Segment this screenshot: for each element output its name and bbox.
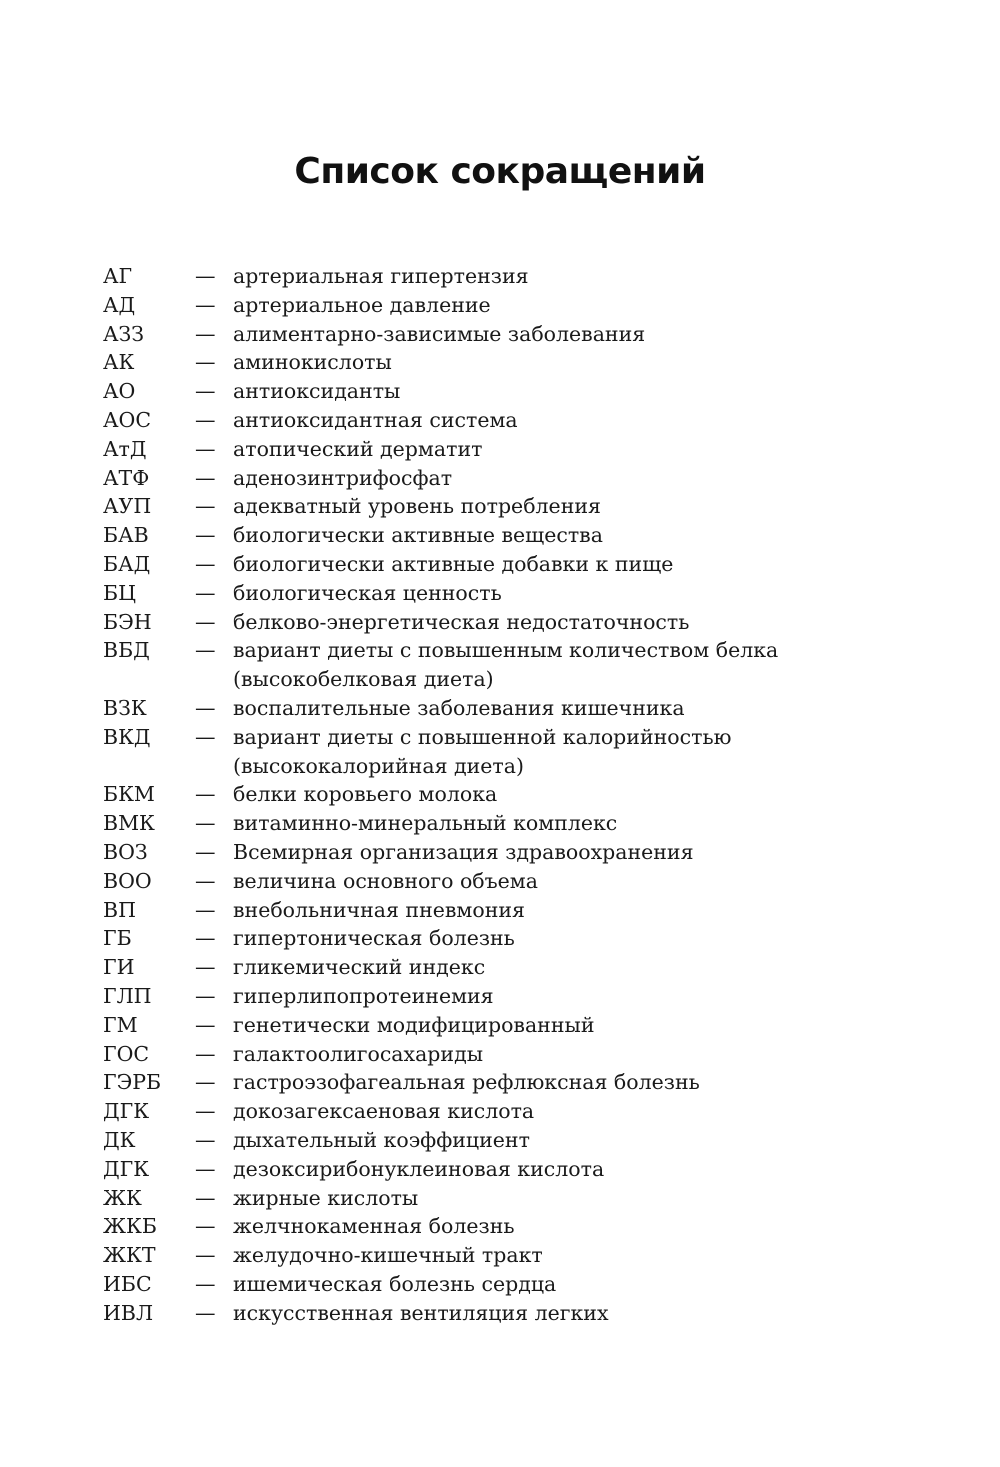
abbreviation-meaning xyxy=(233,1241,923,1270)
abbreviation-row xyxy=(103,636,923,694)
abbreviation-row xyxy=(103,1241,923,1270)
em-dash-separator: — xyxy=(195,264,216,288)
abbreviation-code: БКМ xyxy=(103,782,155,807)
abbreviation-code: БЦ xyxy=(103,580,136,605)
em-dash-separator: — xyxy=(195,897,216,922)
abbreviation-meaning-text: величина основного объема xyxy=(233,868,538,893)
em-dash-separator: — xyxy=(195,638,216,663)
abbreviation-row xyxy=(103,982,923,1011)
abbreviation-code: ВМК xyxy=(103,811,155,836)
abbreviation-code: БЭН xyxy=(103,609,152,634)
abbreviation-meaning-text: антиоксидантная система xyxy=(233,407,518,432)
abbreviation-code: ВЗК xyxy=(103,695,147,720)
abbreviation-meaning-text: дезоксирибонуклеиновая кислота xyxy=(233,1156,605,1181)
abbreviation-row xyxy=(103,550,923,579)
abbreviation-code: ДГК xyxy=(103,1156,150,1181)
abbreviation-row xyxy=(103,1184,923,1213)
em-dash-separator: — xyxy=(195,811,216,836)
abbreviation-meaning xyxy=(233,1011,923,1040)
abbreviation-row xyxy=(103,1040,923,1069)
abbreviation-meaning xyxy=(233,694,923,723)
abbreviation-code: ГЭРБ xyxy=(103,1070,162,1095)
abbreviation-meaning-text: ишемическая болезнь сердца xyxy=(233,1271,557,1296)
abbreviation-meaning-text: гиперлипопротеинемия xyxy=(233,983,494,1008)
abbreviation-row xyxy=(103,348,923,377)
abbreviation-meaning xyxy=(233,1299,923,1328)
abbreviation-row xyxy=(103,924,923,953)
abbreviation-row xyxy=(103,780,923,809)
abbreviation-meaning xyxy=(233,867,923,896)
em-dash-separator: — xyxy=(195,465,216,490)
abbreviation-meaning xyxy=(233,1270,923,1299)
abbreviation-row xyxy=(103,694,923,723)
abbreviation-row xyxy=(103,1011,923,1040)
em-dash-separator: — xyxy=(195,436,216,461)
abbreviation-row xyxy=(103,896,923,925)
abbreviation-meaning xyxy=(233,464,923,493)
em-dash-separator: — xyxy=(195,407,216,432)
abbreviation-code: ГОС xyxy=(103,1041,150,1066)
abbreviation-meaning xyxy=(233,377,923,406)
abbreviation-code: ГИ xyxy=(103,955,135,980)
em-dash-separator: — xyxy=(195,494,216,519)
abbreviation-code: АО xyxy=(103,379,136,404)
abbreviation-meaning-text: галактоолигосахариды xyxy=(233,1041,484,1066)
abbreviation-meaning xyxy=(233,924,923,953)
abbreviation-meaning-text: белково-энергетическая недостаточность xyxy=(233,609,690,634)
abbreviation-row xyxy=(103,1068,923,1097)
abbreviation-row xyxy=(103,377,923,406)
abbreviation-row xyxy=(103,608,923,637)
abbreviation-meaning-text: аминокислоты xyxy=(233,350,392,375)
abbreviation-code: ВОО xyxy=(103,868,152,893)
abbreviation-row xyxy=(103,867,923,896)
abbreviation-meaning xyxy=(233,1155,923,1184)
abbreviation-row xyxy=(103,838,923,867)
abbreviation-meaning xyxy=(233,262,923,291)
abbreviation-meaning-continuation: (высококалорийная диета) xyxy=(233,753,524,778)
em-dash-separator: — xyxy=(195,695,216,720)
abbreviation-row xyxy=(103,1155,923,1184)
em-dash-separator: — xyxy=(195,609,216,634)
em-dash-separator: — xyxy=(195,1300,216,1325)
em-dash-separator: — xyxy=(195,1185,216,1210)
abbreviation-meaning-text: воспалительные заболевания кишечника xyxy=(233,695,685,720)
abbreviation-meaning xyxy=(233,1126,923,1155)
em-dash-separator: — xyxy=(195,1012,216,1037)
abbreviation-meaning xyxy=(233,809,923,838)
abbreviation-meaning-text: артериальное давление xyxy=(233,292,491,317)
abbreviation-meaning-text: внебольничная пневмония xyxy=(233,897,525,922)
em-dash-separator: — xyxy=(195,350,216,375)
abbreviation-code: АГ xyxy=(103,264,133,288)
abbreviation-meaning-text: вариант диеты с повышенным количеством белка xyxy=(233,638,779,663)
em-dash-separator: — xyxy=(195,1271,216,1296)
abbreviation-row xyxy=(103,1097,923,1126)
abbreviation-meaning xyxy=(233,406,923,435)
abbreviation-meaning-text: желчнокаменная болезнь xyxy=(233,1214,515,1239)
abbreviation-meaning xyxy=(233,320,923,349)
abbreviation-meaning-text: гликемический индекс xyxy=(233,955,486,980)
abbreviation-meaning xyxy=(233,291,923,320)
abbreviation-code: ВБД xyxy=(103,638,150,663)
abbreviation-meaning-text: жирные кислоты xyxy=(233,1185,419,1210)
abbreviation-code: ГБ xyxy=(103,926,132,951)
abbreviation-meaning-text: генетически модифицированный xyxy=(233,1012,595,1037)
em-dash-separator: — xyxy=(195,292,216,317)
abbreviation-row xyxy=(103,291,923,320)
abbreviation-meaning-text: аденозинтрифосфат xyxy=(233,465,453,490)
abbreviation-list xyxy=(103,262,923,1327)
abbreviation-meaning xyxy=(233,521,923,550)
abbreviation-meaning xyxy=(233,550,923,579)
abbreviation-code: АТФ xyxy=(103,465,150,490)
abbreviation-code: БАД xyxy=(103,551,151,576)
abbreviation-meaning-text: искусственная вентиляция легких xyxy=(233,1300,609,1325)
abbreviation-code: АК xyxy=(103,350,135,375)
abbreviation-row xyxy=(103,579,923,608)
abbreviation-meaning xyxy=(233,1184,923,1213)
abbreviation-meaning xyxy=(233,435,923,464)
abbreviation-meaning-text: гипертоническая болезнь xyxy=(233,926,515,951)
em-dash-separator: — xyxy=(195,1243,216,1268)
abbreviation-meaning-text: адекватный уровень потребления xyxy=(233,494,601,519)
abbreviation-meaning xyxy=(233,492,923,521)
em-dash-separator: — xyxy=(195,1214,216,1239)
abbreviation-code: ЖКТ xyxy=(103,1243,156,1268)
abbreviation-row xyxy=(103,464,923,493)
em-dash-separator: — xyxy=(195,782,216,807)
abbreviation-row xyxy=(103,1126,923,1155)
abbreviation-meaning-text: вариант диеты с повышенной калорийностью xyxy=(233,724,732,749)
abbreviation-meaning-text: антиоксиданты xyxy=(233,379,401,404)
abbreviation-meaning-text: докозагексаеновая кислота xyxy=(233,1099,535,1124)
abbreviation-code: ВКД xyxy=(103,724,151,749)
abbreviation-row xyxy=(103,1270,923,1299)
abbreviation-meaning-continuation: (высокобелковая диета) xyxy=(233,667,494,692)
abbreviation-code: ГЛП xyxy=(103,983,152,1008)
abbreviation-code: АОС xyxy=(103,407,152,432)
abbreviation-row xyxy=(103,723,923,781)
abbreviation-meaning xyxy=(233,1068,923,1097)
abbreviation-meaning xyxy=(233,348,923,377)
em-dash-separator: — xyxy=(195,1099,216,1124)
em-dash-separator: — xyxy=(195,1156,216,1181)
abbreviation-code: ИБС xyxy=(103,1271,152,1296)
abbreviation-row xyxy=(103,320,923,349)
abbreviation-meaning-text: атопический дерматит xyxy=(233,436,483,461)
em-dash-separator: — xyxy=(195,1127,216,1152)
abbreviation-meaning-text: артериальная гипертензия xyxy=(233,264,529,288)
abbreviation-meaning-text: биологическая ценность xyxy=(233,580,502,605)
abbreviation-code: ИВЛ xyxy=(103,1300,154,1325)
abbreviation-code: ДК xyxy=(103,1127,136,1152)
abbreviation-row xyxy=(103,406,923,435)
em-dash-separator: — xyxy=(195,580,216,605)
abbreviation-code: АтД xyxy=(103,436,147,461)
abbreviation-code: ЖКБ xyxy=(103,1214,157,1239)
abbreviation-code: ДГК xyxy=(103,1099,150,1124)
abbreviation-meaning xyxy=(233,636,923,694)
abbreviation-row xyxy=(103,1212,923,1241)
abbreviation-meaning-text: Всемирная организация здравоохранения xyxy=(233,839,694,864)
abbreviation-row xyxy=(103,1299,923,1328)
abbreviation-code: АЗЗ xyxy=(103,321,145,346)
abbreviation-row xyxy=(103,435,923,464)
em-dash-separator: — xyxy=(195,1041,216,1066)
abbreviation-meaning xyxy=(233,1212,923,1241)
abbreviation-meaning xyxy=(233,838,923,867)
abbreviation-row xyxy=(103,953,923,982)
abbreviation-code: ВОЗ xyxy=(103,839,148,864)
em-dash-separator: — xyxy=(195,955,216,980)
abbreviation-meaning xyxy=(233,723,923,781)
em-dash-separator: — xyxy=(195,321,216,346)
abbreviation-code: АУП xyxy=(103,494,152,519)
abbreviation-code: ЖК xyxy=(103,1185,142,1210)
abbreviation-meaning-text: гастроэзофагеальная рефлюксная болезнь xyxy=(233,1070,700,1095)
abbreviation-meaning-text: биологически активные вещества xyxy=(233,523,603,548)
abbreviation-meaning xyxy=(233,982,923,1011)
abbreviation-meaning xyxy=(233,579,923,608)
em-dash-separator: — xyxy=(195,379,216,404)
em-dash-separator: — xyxy=(195,926,216,951)
em-dash-separator: — xyxy=(195,724,216,749)
abbreviation-meaning-text: дыхательный коэффициент xyxy=(233,1127,530,1152)
page-title: Список сокращений xyxy=(294,151,706,192)
abbreviation-meaning-text: биологически активные добавки к пище xyxy=(233,551,674,576)
abbreviation-code: БАВ xyxy=(103,523,149,548)
em-dash-separator: — xyxy=(195,551,216,576)
abbreviation-meaning xyxy=(233,953,923,982)
abbreviation-row xyxy=(103,262,923,291)
abbreviation-meaning xyxy=(233,1040,923,1069)
abbreviation-meaning-text: желудочно-кишечный тракт xyxy=(233,1243,543,1268)
abbreviation-code: ВП xyxy=(103,897,136,922)
abbreviation-row xyxy=(103,521,923,550)
em-dash-separator: — xyxy=(195,839,216,864)
abbreviation-meaning xyxy=(233,608,923,637)
em-dash-separator: — xyxy=(195,868,216,893)
abbreviation-row xyxy=(103,492,923,521)
abbreviation-code: ГМ xyxy=(103,1012,138,1037)
abbreviation-code: АД xyxy=(103,292,136,317)
abbreviation-meaning-text: белки коровьего молока xyxy=(233,782,498,807)
abbreviation-meaning-text: алиментарно-зависимые заболевания xyxy=(233,321,646,346)
em-dash-separator: — xyxy=(195,983,216,1008)
abbreviation-meaning-text: витаминно-минеральный комплекс xyxy=(233,811,618,836)
abbreviation-row xyxy=(103,809,923,838)
em-dash-separator: — xyxy=(195,1070,216,1095)
abbreviation-meaning xyxy=(233,1097,923,1126)
abbreviation-meaning xyxy=(233,896,923,925)
abbreviation-meaning xyxy=(233,780,923,809)
em-dash-separator: — xyxy=(195,523,216,548)
